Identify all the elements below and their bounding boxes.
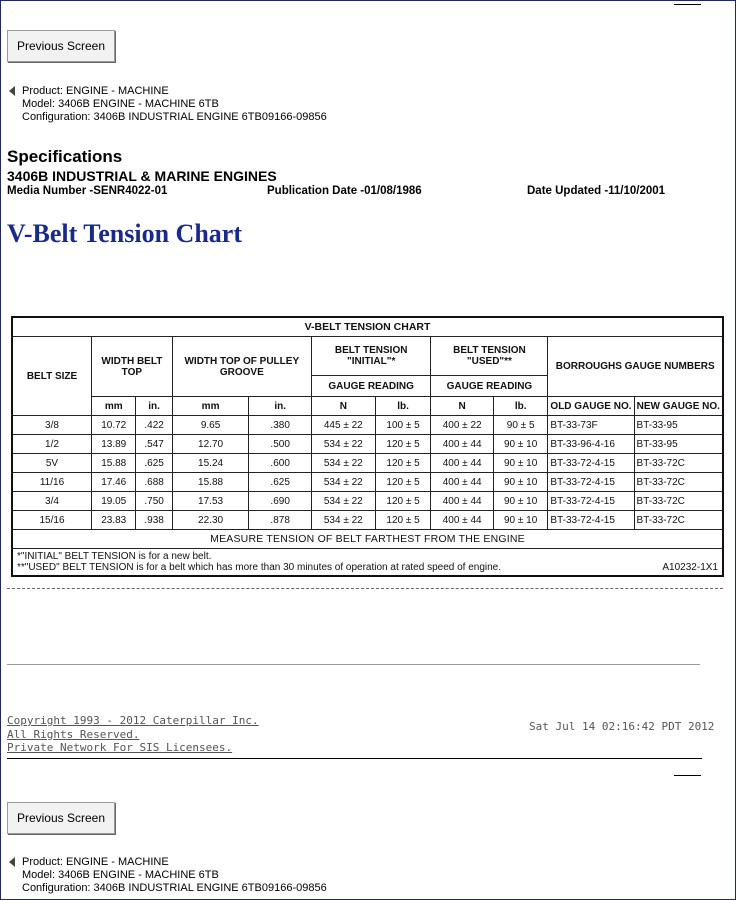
cell-pulley-mm: 9.65 (172, 416, 249, 435)
col-borroughs: BORROUGHS GAUGE NUMBERS (548, 337, 723, 397)
cell-used-n: 400 ± 44 (431, 473, 493, 492)
cell-old-gauge: BT-33-72-4-15 (548, 511, 634, 530)
figure-reference: A10232-1X1 (662, 562, 718, 573)
col-tension-initial: BELT TENSION "INITIAL"* (311, 337, 431, 376)
footer-divider (7, 664, 700, 665)
old-gauge-header: OLD GAUGE NO. (548, 397, 634, 416)
copyright-link[interactable]: Copyright 1993 - 2012 Caterpillar Inc. (7, 714, 259, 727)
specifications-title: Specifications (7, 147, 123, 166)
cell-pulley-in: .878 (249, 511, 311, 530)
caret-left-icon[interactable] (8, 857, 16, 867)
cell-belt-size: 1/2 (12, 435, 92, 454)
cell-old-gauge: BT-33-72-4-15 (548, 454, 634, 473)
table-caption: V-BELT TENSION CHART (12, 317, 723, 337)
cell-belt-top-mm: 13.89 (92, 435, 136, 454)
unit-n: N (431, 397, 493, 416)
cell-belt-top-mm: 23.83 (92, 511, 136, 530)
table-bottom-edge (7, 588, 723, 589)
col-width-belt-top: WIDTH BELT TOP (92, 337, 173, 397)
cell-belt-size: 3/4 (12, 492, 92, 511)
cell-initial-n: 534 ± 22 (311, 473, 375, 492)
product-line: Product: ENGINE - MACHINE (22, 85, 169, 97)
cell-initial-n: 445 ± 22 (311, 416, 375, 435)
col-width-pulley-groove: WIDTH TOP OF PULLEY GROOVE (172, 337, 311, 397)
cell-initial-lb: 120 ± 5 (375, 473, 431, 492)
timestamp: Sat Jul 14 02:16:42 PDT 2012 (529, 720, 715, 733)
cell-belt-top-in: .625 (136, 454, 172, 473)
specifications-subtitle: 3406B INDUSTRIAL & MARINE ENGINES (7, 168, 277, 184)
unit-lb: lb. (493, 397, 548, 416)
table-notes (12, 549, 723, 577)
model-line: Model: 3406B ENGINE - MACHINE 6TB (22, 869, 219, 881)
date-updated: Date Updated -11/10/2001 (527, 185, 666, 197)
cell-new-gauge: BT-33-72C (634, 511, 723, 530)
cell-belt-top-in: .547 (136, 435, 172, 454)
table-row (12, 416, 723, 435)
table-row (12, 511, 723, 530)
v-belt-tension-table (11, 316, 724, 577)
col-tension-used: BELT TENSION "USED"** (431, 337, 548, 376)
cell-used-lb: 90 ± 5 (493, 416, 548, 435)
cell-pulley-mm: 15.88 (172, 473, 249, 492)
configuration-line: Configuration: 3406B INDUSTRIAL ENGINE 6TB09166-09856 (22, 111, 327, 123)
cell-initial-lb: 100 ± 5 (375, 416, 431, 435)
cell-belt-size: 11/16 (12, 473, 92, 492)
cell-pulley-in: .500 (249, 435, 311, 454)
cell-belt-top-mm: 17.46 (92, 473, 136, 492)
cell-belt-top-mm: 15.88 (92, 454, 136, 473)
cell-belt-top-in: .688 (136, 473, 172, 492)
table-row (12, 473, 723, 492)
cell-pulley-mm: 12.70 (172, 435, 249, 454)
product-info (8, 85, 327, 124)
rights-link[interactable]: All Rights Reserved. (7, 727, 140, 741)
unit-mm: mm (172, 397, 249, 416)
caret-left-icon[interactable] (8, 86, 16, 96)
cell-used-lb: 90 ± 10 (493, 473, 548, 492)
cell-used-lb: 90 ± 10 (493, 435, 548, 454)
unit-in: in. (249, 397, 311, 416)
cell-belt-size: 5V (12, 454, 92, 473)
chart-heading: V-Belt Tension Chart (7, 219, 242, 248)
cell-new-gauge: BT-33-95 (634, 435, 723, 454)
cell-used-n: 400 ± 44 (431, 435, 493, 454)
note-initial: *"INITIAL" BELT TENSION is for a new belt. (17, 551, 212, 562)
cell-belt-top-in: .750 (136, 492, 172, 511)
cell-old-gauge: BT-33-96-4-16 (548, 435, 634, 454)
cell-initial-lb: 120 ± 5 (375, 492, 431, 511)
cell-new-gauge: BT-33-72C (634, 492, 723, 511)
cell-new-gauge: BT-33-95 (634, 416, 723, 435)
previous-screen-button[interactable]: Previous Screen (7, 30, 115, 62)
cell-initial-lb: 120 ± 5 (375, 454, 431, 473)
bottom-short-rule (674, 775, 701, 776)
cell-old-gauge: BT-33-73F (548, 416, 634, 435)
cell-initial-n: 534 ± 22 (311, 511, 375, 530)
measure-note: MEASURE TENSION OF BELT FARTHEST FROM THE ENGINE (12, 530, 723, 549)
model-line: Model: 3406B ENGINE - MACHINE 6TB (22, 98, 219, 110)
cell-pulley-in: .690 (249, 492, 311, 511)
table-row (12, 454, 723, 473)
gauge-reading-initial: GAUGE READING (311, 376, 431, 397)
cell-belt-top-in: .422 (136, 416, 172, 435)
cell-belt-top-mm: 10.72 (92, 416, 136, 435)
unit-mm: mm (92, 397, 136, 416)
unit-n: N (311, 397, 375, 416)
cell-old-gauge: BT-33-72-4-15 (548, 492, 634, 511)
cell-new-gauge: BT-33-72C (634, 473, 723, 492)
product-info-bottom (8, 856, 327, 895)
publication-date: Publication Date -01/08/1986 (267, 185, 422, 197)
footer-links (7, 714, 259, 755)
media-number: Media Number -SENR4022-01 (7, 185, 168, 197)
cell-new-gauge: BT-33-72C (634, 454, 723, 473)
cell-initial-n: 534 ± 22 (311, 492, 375, 511)
cell-belt-top-in: .938 (136, 511, 172, 530)
new-gauge-header: NEW GAUGE NO. (634, 397, 723, 416)
cell-belt-size: 15/16 (12, 511, 92, 530)
top-rule (674, 4, 701, 5)
network-link[interactable]: Private Network For SIS Licensees. (7, 741, 233, 754)
cell-used-lb: 90 ± 10 (493, 454, 548, 473)
cell-initial-lb: 120 ± 5 (375, 511, 431, 530)
previous-screen-button-bottom[interactable]: Previous Screen (7, 802, 115, 834)
cell-pulley-in: .600 (249, 454, 311, 473)
cell-used-n: 400 ± 44 (431, 492, 493, 511)
cell-belt-size: 3/8 (12, 416, 92, 435)
cell-initial-n: 534 ± 22 (311, 435, 375, 454)
cell-pulley-in: .380 (249, 416, 311, 435)
cell-belt-top-mm: 19.05 (92, 492, 136, 511)
bottom-divider (7, 758, 702, 759)
cell-initial-n: 534 ± 22 (311, 454, 375, 473)
cell-pulley-mm: 17.53 (172, 492, 249, 511)
cell-old-gauge: BT-33-72-4-15 (548, 473, 634, 492)
table-row (12, 435, 723, 454)
cell-used-n: 400 ± 44 (431, 511, 493, 530)
cell-initial-lb: 120 ± 5 (375, 435, 431, 454)
cell-used-lb: 90 ± 10 (493, 492, 548, 511)
cell-used-n: 400 ± 44 (431, 454, 493, 473)
product-line: Product: ENGINE - MACHINE (22, 856, 169, 868)
gauge-reading-used: GAUGE READING (431, 376, 548, 397)
unit-in: in. (136, 397, 172, 416)
col-belt-size: BELT SIZE (12, 337, 92, 416)
table-row (12, 492, 723, 511)
cell-pulley-mm: 22.30 (172, 511, 249, 530)
cell-used-n: 400 ± 22 (431, 416, 493, 435)
cell-used-lb: 90 ± 10 (493, 511, 548, 530)
cell-pulley-in: .625 (249, 473, 311, 492)
cell-pulley-mm: 15.24 (172, 454, 249, 473)
configuration-line: Configuration: 3406B INDUSTRIAL ENGINE 6TB09166-09856 (22, 882, 327, 894)
note-used: **"USED" BELT TENSION is for a belt which has more than 30 minutes of operation at rated speed of engine. (17, 562, 502, 573)
unit-lb: lb. (375, 397, 431, 416)
